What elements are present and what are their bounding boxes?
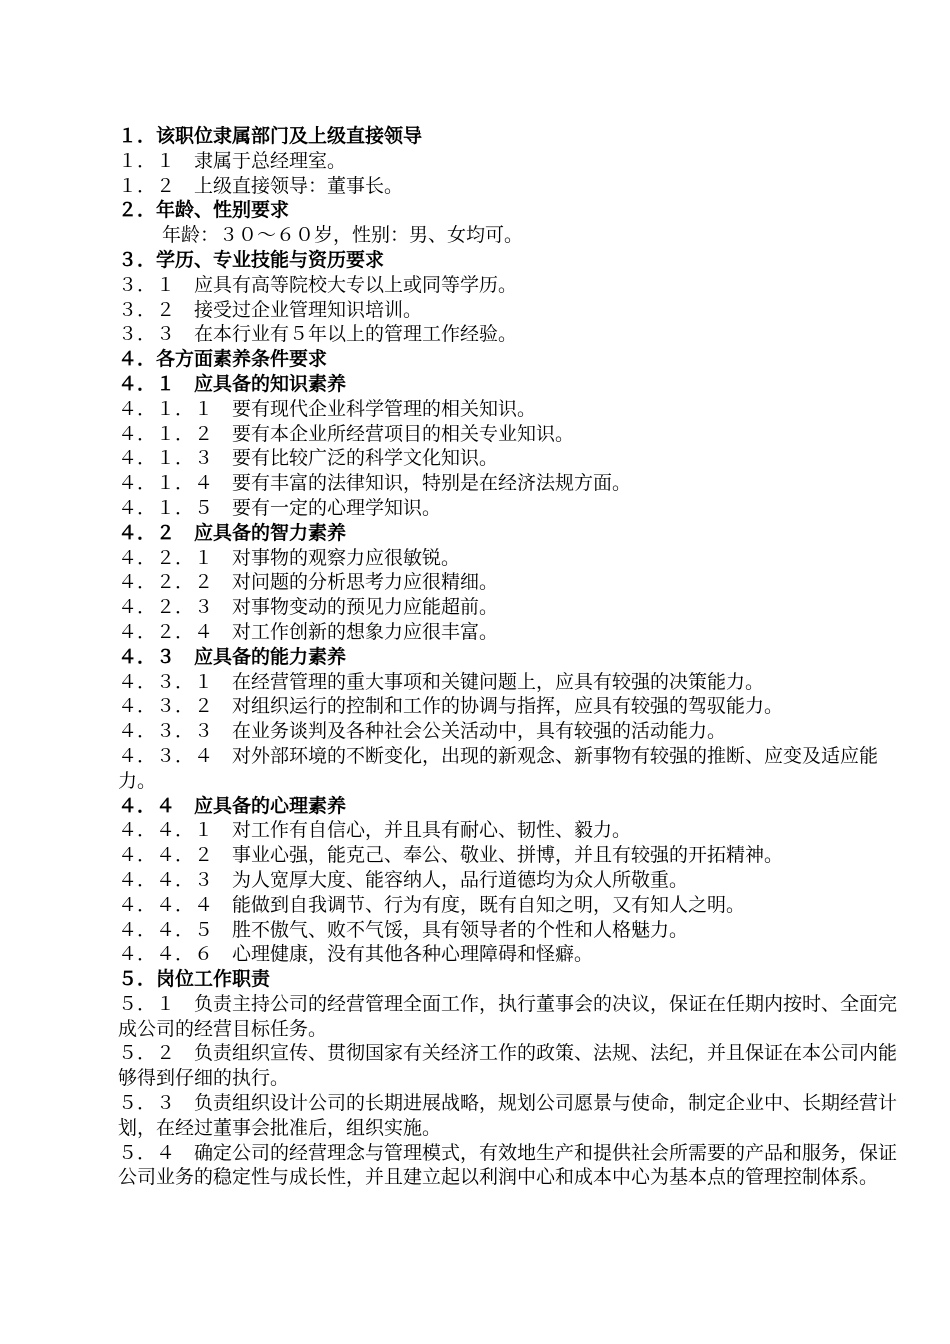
section-heading: ５．岗位工作职责 xyxy=(118,968,271,991)
text-line: ５．２ 负责组织宣传、贯彻国家有关经济工作的政策、法规、法纪，并且保证在本公司内能够得到仔细的执行。 xyxy=(118,1042,898,1090)
text-line: ４．４．３ 为人宽厚大度、能容纳人，品行道德均为众人所敬重。 xyxy=(118,868,689,891)
text-line: ４．１．１ 要有现代企业科学管理的相关知识。 xyxy=(118,397,537,420)
section-heading: ２．年龄、性别要求 xyxy=(118,199,290,222)
text-line: ５．１ 负责主持公司的经营管理全面工作，执行董事会的决议，保证在任期内按时、全面完成公司的经营目标任务。 xyxy=(118,992,898,1040)
text-line: ３．３ 在本行业有５年以上的管理工作经验。 xyxy=(118,323,518,346)
text-line: ３．２ 接受过企业管理知识培训。 xyxy=(118,298,423,321)
section-heading: ４．３ 应具备的能力素养 xyxy=(118,645,347,668)
section-heading: ４．１ 应具备的知识素养 xyxy=(118,372,347,395)
text-line: ４．２．２ 对问题的分析思考力应很精细。 xyxy=(118,571,499,594)
text-line: ４．３．１ 在经营管理的重大事项和关键问题上，应具有较强的决策能力。 xyxy=(118,670,765,693)
text-line: ４．１．４ 要有丰富的法律知识，特别是在经济法规方面。 xyxy=(118,472,632,495)
text-line: ４．４．６ 心理健康，没有其他各种心理障碍和怪癖。 xyxy=(118,943,594,966)
section-heading: ４．４ 应具备的心理素养 xyxy=(118,794,347,817)
text-line: ４．３．３ 在业务谈判及各种社会公关活动中，具有较强的活动能力。 xyxy=(118,720,727,743)
text-line: ５．３ 负责组织设计公司的长期进展战略，规划公司愿景与使命，制定企业中、长期经营计划，在经过董事会批准后，组织实施。 xyxy=(118,1092,898,1139)
text-line: ４．１．３ 要有比较广泛的科学文化知识。 xyxy=(118,447,499,470)
text-line: ４．４．２ 事业心强，能克己、奉公、敬业、拼博，并且有较强的开拓精神。 xyxy=(118,844,784,867)
text-line: ５．４ 确定公司的经营理念与管理模式，有效地生产和提供社会所需要的产品和服务，保证公司业务的稳定性与成长性，并且建立起以利润中心和成本中心为基本点的管理控制体系。 xyxy=(118,1141,898,1189)
document-body xyxy=(118,124,908,1190)
section-heading: ４．各方面素养条件要求 xyxy=(118,348,328,371)
text-line: ４．２．４ 对工作创新的想象力应很丰富。 xyxy=(118,620,499,643)
section-heading: ４．２ 应具备的智力素养 xyxy=(118,521,347,544)
text-line: ４．１．５ 要有一定的心理学知识。 xyxy=(118,496,442,519)
text-line: 年龄：３０～６０岁，性别：男、女均可。 xyxy=(162,224,524,247)
text-line: ４．２．３ 对事物变动的预见力应能超前。 xyxy=(118,596,499,619)
text-line: ４．３．２ 对组织运行的控制和工作的协调与指挥，应具有较强的驾驭能力。 xyxy=(118,695,784,718)
text-line: ４．３．４ 对外部环境的不断变化，出现的新观念、新事物有较强的推断、应变及适应能力。 xyxy=(118,744,879,792)
section-heading: １．该职位隶属部门及上级直接领导 xyxy=(118,125,423,147)
text-line: ３．１ 应具有高等院校大专以上或同等学历。 xyxy=(118,273,518,296)
text-line: １．２ 上级直接领导：董事长。 xyxy=(118,174,404,197)
text-line: １．１ 隶属于总经理室。 xyxy=(118,149,347,172)
text-line: ４．１．２ 要有本企业所经营项目的相关专业知识。 xyxy=(118,422,575,445)
text-line: ４．２．１ 对事物的观察力应很敏锐。 xyxy=(118,546,461,569)
text-line: ４．４．１ 对工作有自信心，并且具有耐心、韧性、毅力。 xyxy=(118,819,632,842)
section-heading: ３．学历、专业技能与资历要求 xyxy=(118,248,385,271)
text-line: ４．４．４ 能做到自我调节、行为有度，既有自知之明，又有知人之明。 xyxy=(118,893,746,916)
text-line: ４．４．５ 胜不傲气、败不气馁，具有领导者的个性和人格魅力。 xyxy=(118,918,689,941)
